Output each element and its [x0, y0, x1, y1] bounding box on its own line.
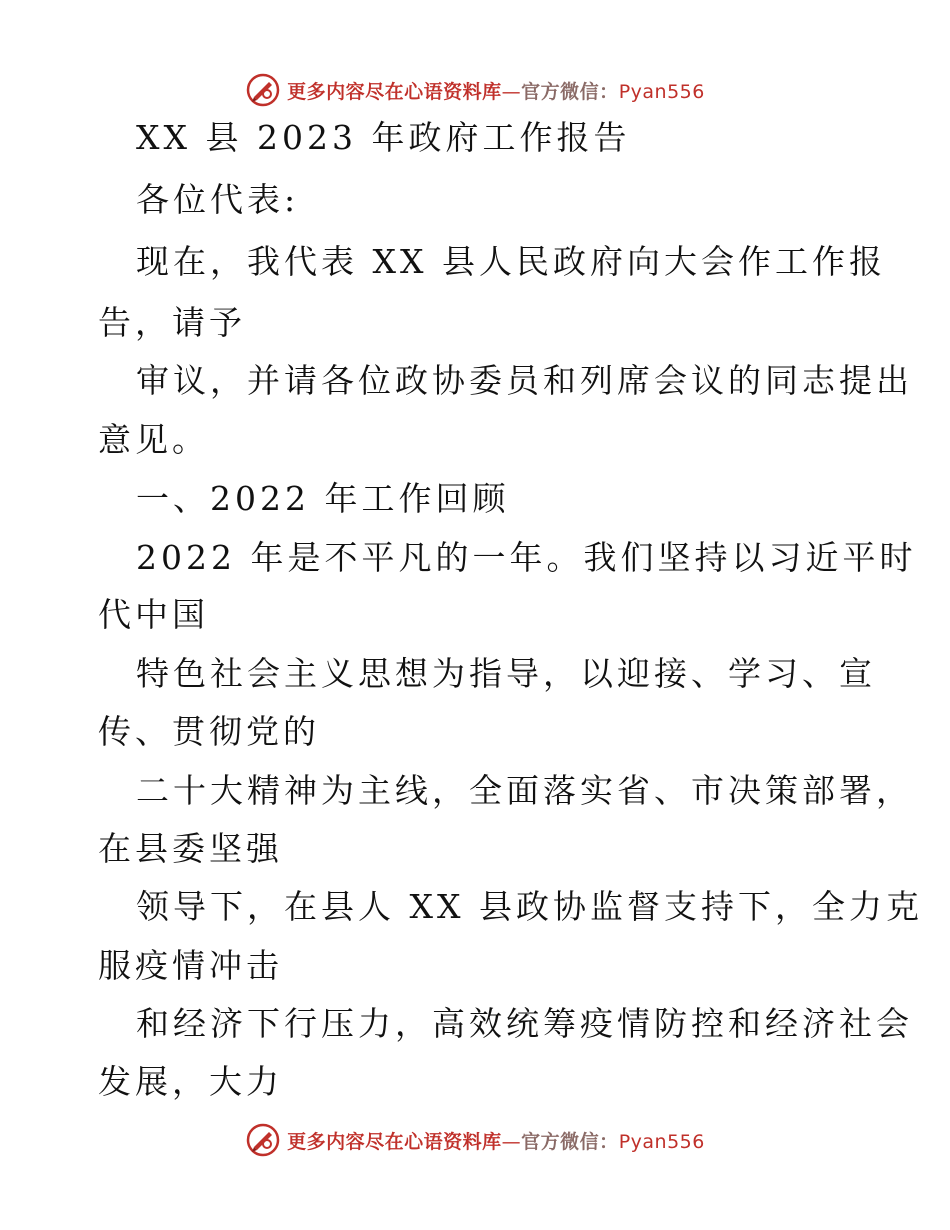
- paragraph-line: 现在，我代表 XX 县人民政府向大会作工作报: [136, 242, 886, 281]
- watermark-wechat-id: Pyan556: [618, 80, 705, 103]
- quill-seal-icon: [245, 1122, 281, 1158]
- header-watermark: [0, 70, 950, 110]
- watermark-wechat-id: Pyan556: [618, 1130, 705, 1153]
- watermark-official-label: 官方微信：: [521, 1130, 619, 1153]
- paragraph-line: 和经济下行压力，高效统筹疫情防控和经济社会: [136, 1004, 913, 1043]
- paragraph-line: 服疫情冲击: [98, 946, 283, 985]
- watermark-separator: —: [501, 1130, 522, 1153]
- section-heading: 一、2022 年工作回顾: [136, 479, 510, 518]
- watermark-official-label: 官方微信：: [521, 80, 619, 103]
- paragraph-line: 传、贯彻党的: [98, 712, 320, 751]
- paragraph-line: 代中国: [98, 595, 209, 634]
- watermark-brand-text: 更多内容尽在心语资料库: [287, 80, 502, 103]
- document-title: XX 县 2023 年政府工作报告: [136, 118, 631, 157]
- paragraph-line: 告，请予: [98, 303, 246, 342]
- quill-seal-icon: [245, 72, 281, 108]
- paragraph-line: 审议，并请各位政协委员和列席会议的同志提出: [136, 361, 913, 400]
- paragraph-line: 领导下，在县人 XX 县政协监督支持下，全力克: [136, 887, 923, 926]
- paragraph-line: 特色社会主义思想为指导，以迎接、学习、宣: [136, 654, 876, 693]
- watermark-separator: —: [501, 80, 522, 103]
- watermark-brand-text: 更多内容尽在心语资料库: [287, 1130, 502, 1153]
- salutation: 各位代表:: [136, 180, 300, 219]
- paragraph-line: 二十大精神为主线，全面落实省、市决策部署，: [136, 771, 913, 810]
- paragraph-line: 在县委坚强: [98, 829, 283, 868]
- paragraph-line: 发展，大力: [98, 1062, 283, 1101]
- footer-watermark: [0, 1120, 950, 1160]
- paragraph-line: 2022 年是不平凡的一年。我们坚持以习近平时: [136, 538, 917, 577]
- paragraph-line: 意见。: [98, 420, 209, 459]
